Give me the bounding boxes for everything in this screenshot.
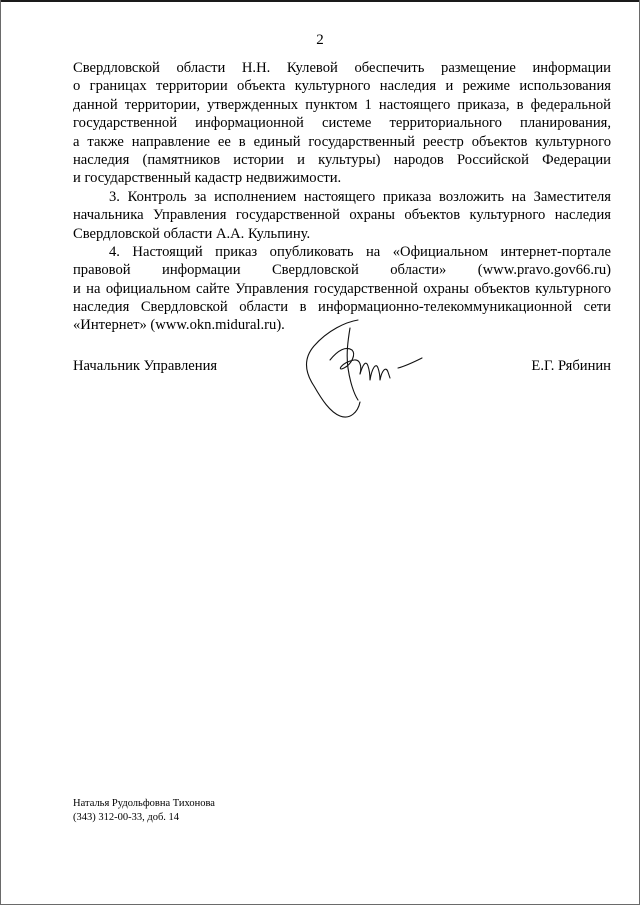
body-line: и государственный кадастр недвижимости. xyxy=(73,170,342,187)
body-line: о границах территории объекта культурного наследия и режиме использования xyxy=(73,78,611,95)
body-line: данной территории, утвержденных пунктом 1 настоящего приказа, в федеральной xyxy=(73,96,611,113)
body-line: 4. Настоящий приказ опубликовать на «Официальном интернет-портале xyxy=(109,243,611,260)
body-line: 3. Контроль за исполнением настоящего приказа возложить на Заместителя xyxy=(109,188,611,205)
signatory-name: Е.Г. Рябинин xyxy=(531,358,611,374)
page-edge-top xyxy=(0,0,640,2)
body-line: Свердловской области Н.Н. Кулевой обеспечить размещение информации xyxy=(73,60,611,76)
contact-phone: (343) 312-00-33, доб. 14 xyxy=(73,811,180,823)
document-body xyxy=(73,59,611,335)
contact-name: Наталья Рудольфовна Тихонова xyxy=(73,798,215,809)
body-line: «Интернет» (www.okn.midural.ru). xyxy=(73,317,285,334)
body-line: государственной информационной системе территориального планирования, xyxy=(73,115,611,132)
body-line: а также направление ее в единый государственный реестр объектов культурного xyxy=(73,133,611,150)
body-line: наследия Свердловской области в информационно-телекоммуникационной сети xyxy=(73,299,611,316)
body-line: Свердловской области А.А. Кульпину. xyxy=(73,225,311,242)
page-edge-left xyxy=(0,0,1,905)
body-line: правовой информации Свердловской области» (www.pravo.gov66.ru) xyxy=(73,262,611,279)
signatory-position: Начальник Управления xyxy=(73,358,218,374)
body-line: начальника Управления государственной охраны объектов культурного наследия xyxy=(73,207,611,224)
body-line: наследия (памятников истории и культуры) народов Российской Федерации xyxy=(73,151,611,168)
body-line: и на официальном сайте Управления государственной охраны объектов культурного xyxy=(73,280,611,297)
contact-block xyxy=(73,797,215,824)
page-number: 2 xyxy=(316,32,324,48)
handwritten-signature xyxy=(300,316,440,426)
